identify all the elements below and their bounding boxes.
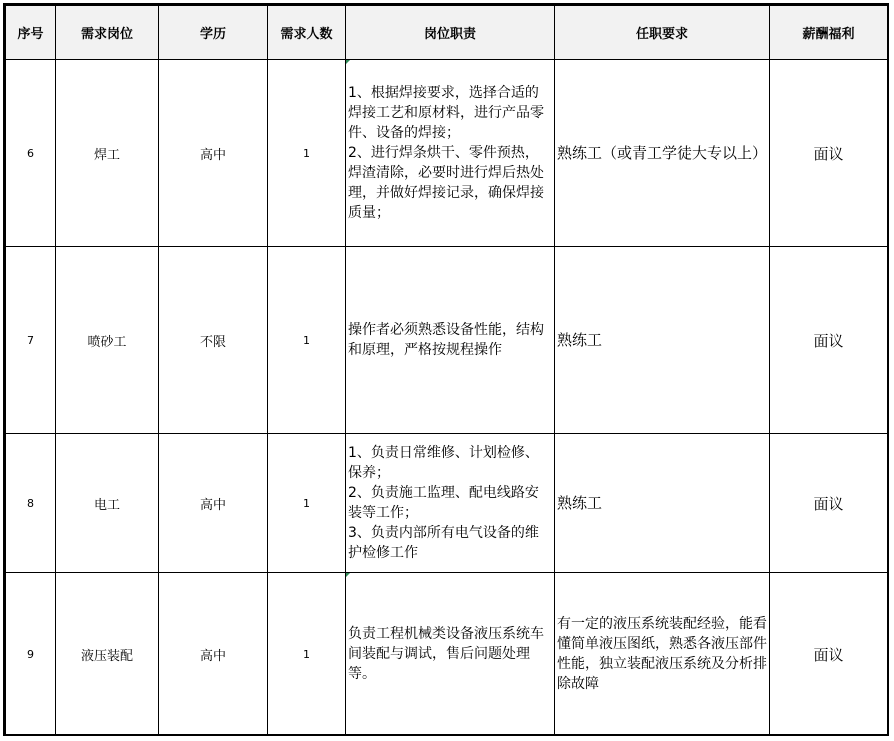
cell-position: 焊工	[56, 60, 159, 247]
cell-requirements: 熟练工	[555, 434, 770, 573]
cell-salary: 面议	[770, 247, 888, 434]
cell-count: 1	[268, 60, 346, 247]
header-education: 学历	[159, 6, 268, 60]
cell-duties	[346, 573, 555, 736]
cell-duties	[346, 247, 555, 434]
cell-salary: 面议	[770, 573, 888, 736]
cell-duties-text: 1、根据焊接要求，选择合适的焊接工艺和原材料，进行产品零件、设备的焊接； 2、进行焊条烘干、零件预热，焊渣清除，必要时进行焊后热处理，并做好焊接记录，确保焊接质量；	[348, 85, 544, 221]
cell-education: 高中	[159, 573, 268, 736]
cell-duties	[346, 60, 555, 247]
cell-count: 1	[268, 247, 346, 434]
cell-duties-text: 操作者必须熟悉设备性能，结构和原理，严格按规程操作	[348, 322, 544, 358]
cell-count: 1	[268, 573, 346, 736]
cell-education: 高中	[159, 60, 268, 247]
cell-count: 1	[268, 434, 346, 573]
table-row	[6, 247, 888, 434]
cell-requirements: 熟练工（或青工学徒大专以上）	[555, 60, 770, 247]
cell-requirements: 熟练工	[555, 247, 770, 434]
cell-education: 高中	[159, 434, 268, 573]
cell-duties	[346, 434, 555, 573]
table-header-row	[6, 6, 888, 60]
job-table	[5, 5, 888, 736]
cell-duties-text: 1、负责日常维修、计划检修、保养； 2、负责施工监理、配电线路安装等工作； 3、负责内部所有电气设备的维护检修工作	[348, 445, 539, 561]
cell-salary: 面议	[770, 434, 888, 573]
comment-marker-icon	[346, 60, 350, 64]
cell-duties-text: 负责工程机械类设备液压系统车间装配与调试，售后问题处理等。	[348, 626, 544, 682]
cell-requirements: 有一定的液压系统装配经验，能看懂简单液压图纸，熟悉各液压部件性能，独立装配液压系统及分析排除故障	[555, 573, 770, 736]
cell-position: 液压装配	[56, 573, 159, 736]
job-table-sheet	[3, 3, 889, 736]
cell-position: 喷砂工	[56, 247, 159, 434]
cell-index: 8	[6, 434, 56, 573]
header-requirements: 任职要求	[555, 6, 770, 60]
header-index: 序号	[6, 6, 56, 60]
cell-salary: 面议	[770, 60, 888, 247]
table-row	[6, 60, 888, 247]
header-duties: 岗位职责	[346, 6, 555, 60]
comment-marker-icon	[346, 573, 350, 577]
header-count: 需求人数	[268, 6, 346, 60]
table-row	[6, 573, 888, 736]
cell-position: 电工	[56, 434, 159, 573]
cell-index: 6	[6, 60, 56, 247]
cell-education: 不限	[159, 247, 268, 434]
cell-index: 9	[6, 573, 56, 736]
header-position: 需求岗位	[56, 6, 159, 60]
cell-index: 7	[6, 247, 56, 434]
header-salary: 薪酬福利	[770, 6, 888, 60]
table-row	[6, 434, 888, 573]
